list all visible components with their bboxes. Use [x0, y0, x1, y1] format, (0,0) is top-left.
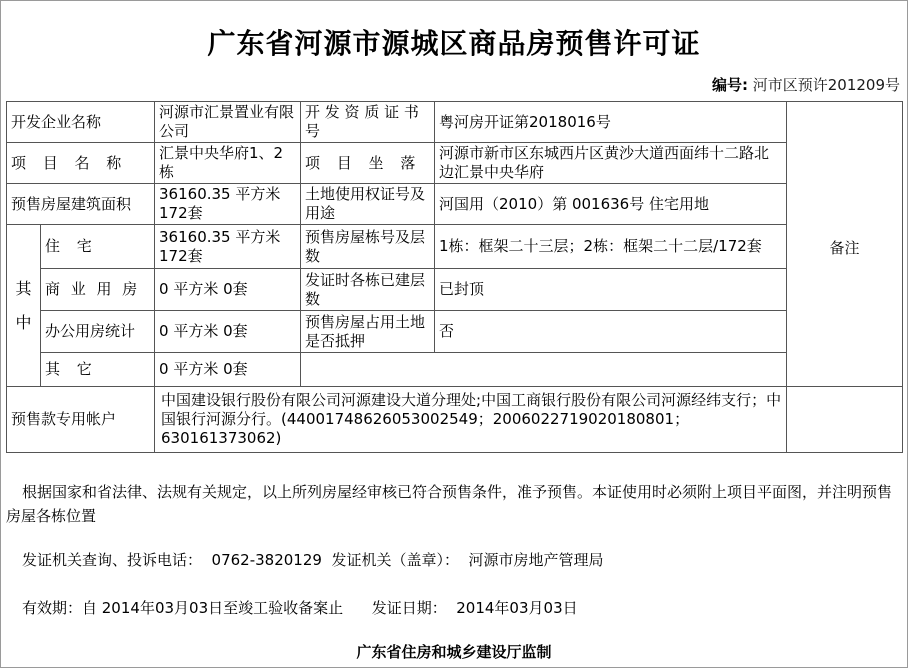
project-location-label: 项 目 坐 落	[301, 143, 435, 184]
table-row	[7, 184, 903, 225]
table-row	[7, 353, 903, 387]
account-label: 预售款专用帐户	[7, 387, 155, 453]
mortgage-value: 否	[435, 311, 787, 353]
residential-label: 住 宅	[41, 225, 155, 269]
presale-area-label: 预售房屋建筑面积	[7, 184, 155, 225]
table-row	[7, 387, 903, 453]
project-name-label: 项 目 名 称	[7, 143, 155, 184]
commercial-value: 0 平方米 0套	[155, 269, 301, 311]
supervision-footer: 广东省住房和城乡建设厅监制	[356, 643, 552, 661]
validity-and-issue-date: 有效期：自 2014年03月03日至竣工验收备案止 发证日期： 2014年03月03日	[22, 599, 578, 617]
developer-value: 河源市汇景置业有限公司	[155, 102, 301, 143]
project-location-value: 河源市新市区东城西片区黄沙大道西面纬十二路北边汇景中央华府	[435, 143, 787, 184]
approval-statement: 根据国家和省法律、法规有关规定，以上所列房屋经审核已符合预售条件，准予预售。本证使用时必须附上项目平面图，并注明预售房屋各栋位置	[6, 483, 893, 525]
commercial-label: 商 业 用 房	[41, 269, 155, 311]
permit-number	[712, 74, 900, 95]
other-value: 0 平方米 0套	[155, 353, 301, 387]
permit-number-value: 河市区预许201209号	[752, 76, 900, 94]
office-value: 0 平方米 0套	[155, 311, 301, 353]
remarks-label: 备注	[787, 102, 903, 387]
presale-area-value: 36160.35 平方米 172套	[155, 184, 301, 225]
table-row	[7, 269, 903, 311]
page-title: 广东省河源市源城区商品房预售许可证	[207, 27, 701, 60]
among-label: 其 中	[7, 225, 41, 387]
other-label: 其 它	[41, 353, 155, 387]
land-cert-value: 河国用（2010）第 001636号 住宅用地	[435, 184, 787, 225]
built-floors-label: 发证时各栋已建层数	[301, 269, 435, 311]
developer-label: 开发企业名称	[7, 102, 155, 143]
issuing-authority-contact: 发证机关查询、投诉电话： 0762-3820129 发证机关（盖章）： 河源市房地产管理局	[22, 551, 604, 569]
table-row	[7, 102, 903, 143]
mortgage-label: 预售房屋占用土地是否抵押	[301, 311, 435, 353]
building-no-value: 1栋：框架二十三层；2栋：框架二十二层/172套	[435, 225, 787, 269]
table-row	[7, 225, 903, 269]
land-cert-label: 土地使用权证号及用途	[301, 184, 435, 225]
account-remarks-cell	[787, 387, 903, 453]
table-row	[7, 311, 903, 353]
qualification-label: 开 发 资 质 证 书 号	[301, 102, 435, 143]
residential-value: 36160.35 平方米 172套	[155, 225, 301, 269]
permit-number-label: 编号:	[711, 76, 748, 94]
permit-table	[6, 101, 903, 453]
building-no-label: 预售房屋栋号及层数	[301, 225, 435, 269]
empty-cell	[301, 353, 787, 387]
table-row	[7, 143, 903, 184]
office-label: 办公用房统计	[41, 311, 155, 353]
account-value: 中国建设银行股份有限公司河源建设大道分理处;中国工商银行股份有限公司河源经纬支行；中国银行河源分行。(44001748626053002549；2006022719020180801；630161373062)	[155, 387, 787, 453]
built-floors-value: 已封顶	[435, 269, 787, 311]
qualification-value: 粤河房开证第2018016号	[435, 102, 787, 143]
project-name-value: 汇景中央华府1、2栋	[155, 143, 301, 184]
